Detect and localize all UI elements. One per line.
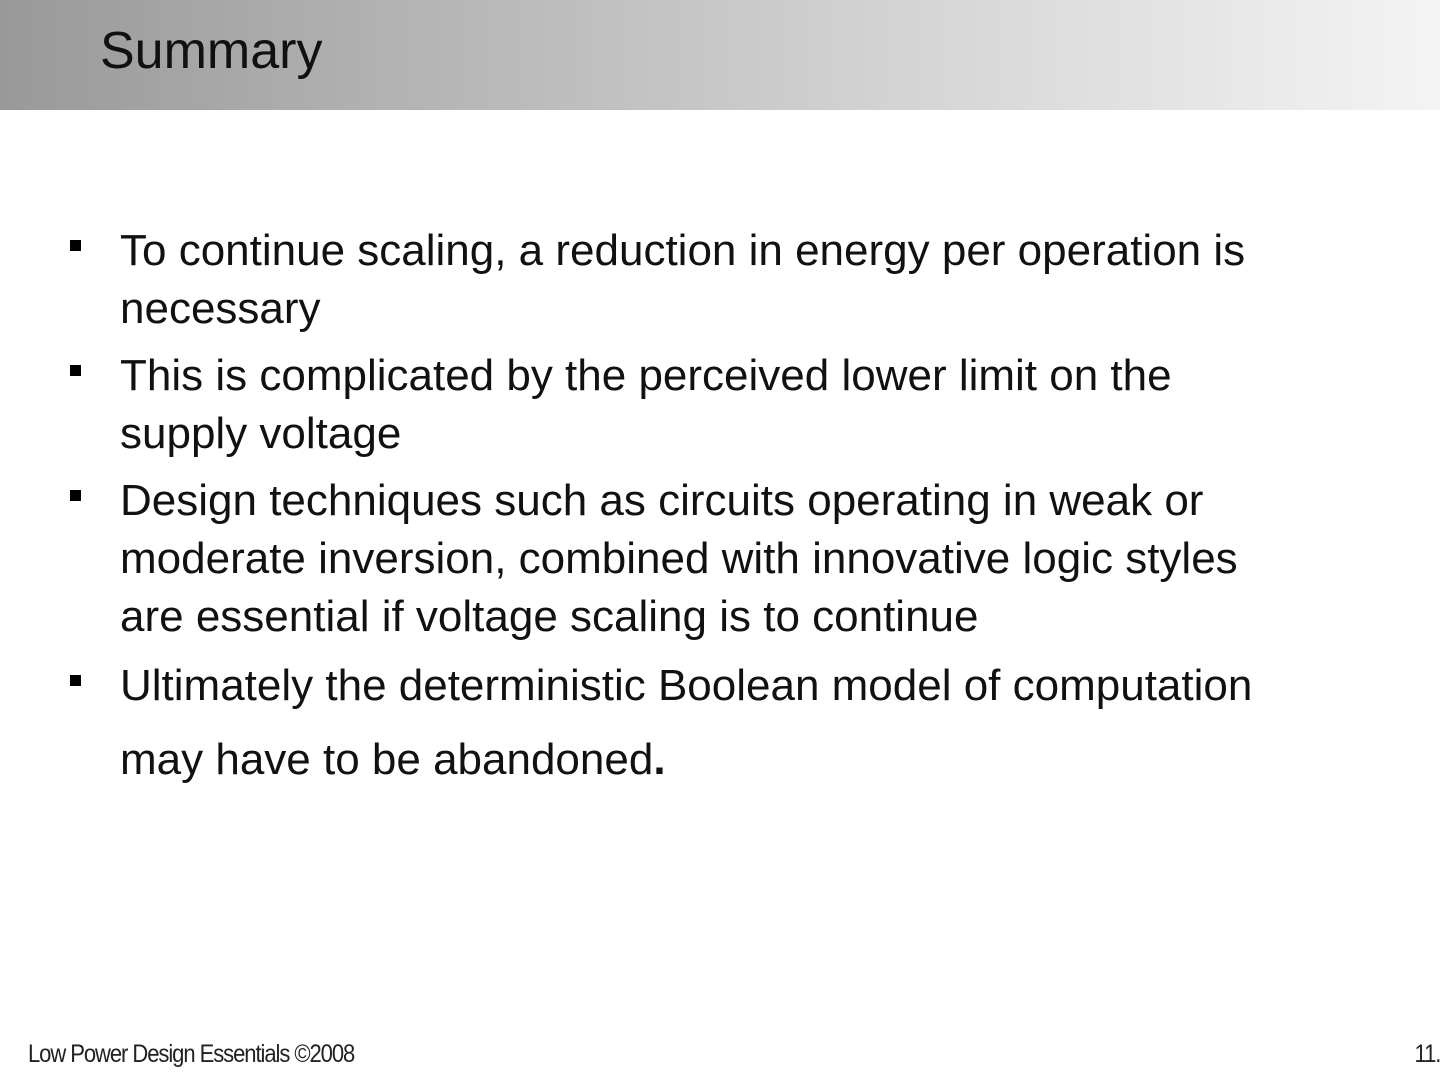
- bullet-text: [120, 222, 1380, 338]
- bullet-line: Ultimately the deterministic Boolean model of computation: [120, 661, 1253, 710]
- square-bullet-icon: [70, 490, 81, 501]
- footer-copyright: Low Power Design Essentials ©2008: [28, 1040, 355, 1068]
- bullet-line: To continue scaling, a reduction in energy per operation is: [120, 226, 1246, 275]
- square-bullet-icon: [70, 365, 81, 376]
- square-bullet-icon: [70, 240, 81, 251]
- bullet-line: are essential if voltage scaling is to continue: [120, 592, 979, 641]
- bullet-line: supply voltage: [120, 409, 402, 458]
- bullet-line: This is complicated by the perceived lower limit on the: [120, 351, 1172, 400]
- title-bar: [0, 0, 1440, 110]
- bullet-line: may have to be abandoned: [120, 735, 654, 784]
- bullet-end-mark: .: [653, 735, 666, 784]
- bullet-line-with-end: [120, 723, 1380, 797]
- bullet-text: [120, 649, 1380, 797]
- bullet-line: moderate inversion, combined with innovative logic styles: [120, 534, 1238, 583]
- bullet-text: [120, 347, 1380, 463]
- bullet-text: [120, 472, 1380, 646]
- bullet-line: necessary: [120, 284, 321, 333]
- square-bullet-icon: [70, 675, 81, 686]
- bullet-line: Design techniques such as circuits operating in weak or: [120, 476, 1204, 525]
- slide-title: Summary: [100, 22, 323, 80]
- footer-slide-number: 11.: [1414, 1040, 1440, 1068]
